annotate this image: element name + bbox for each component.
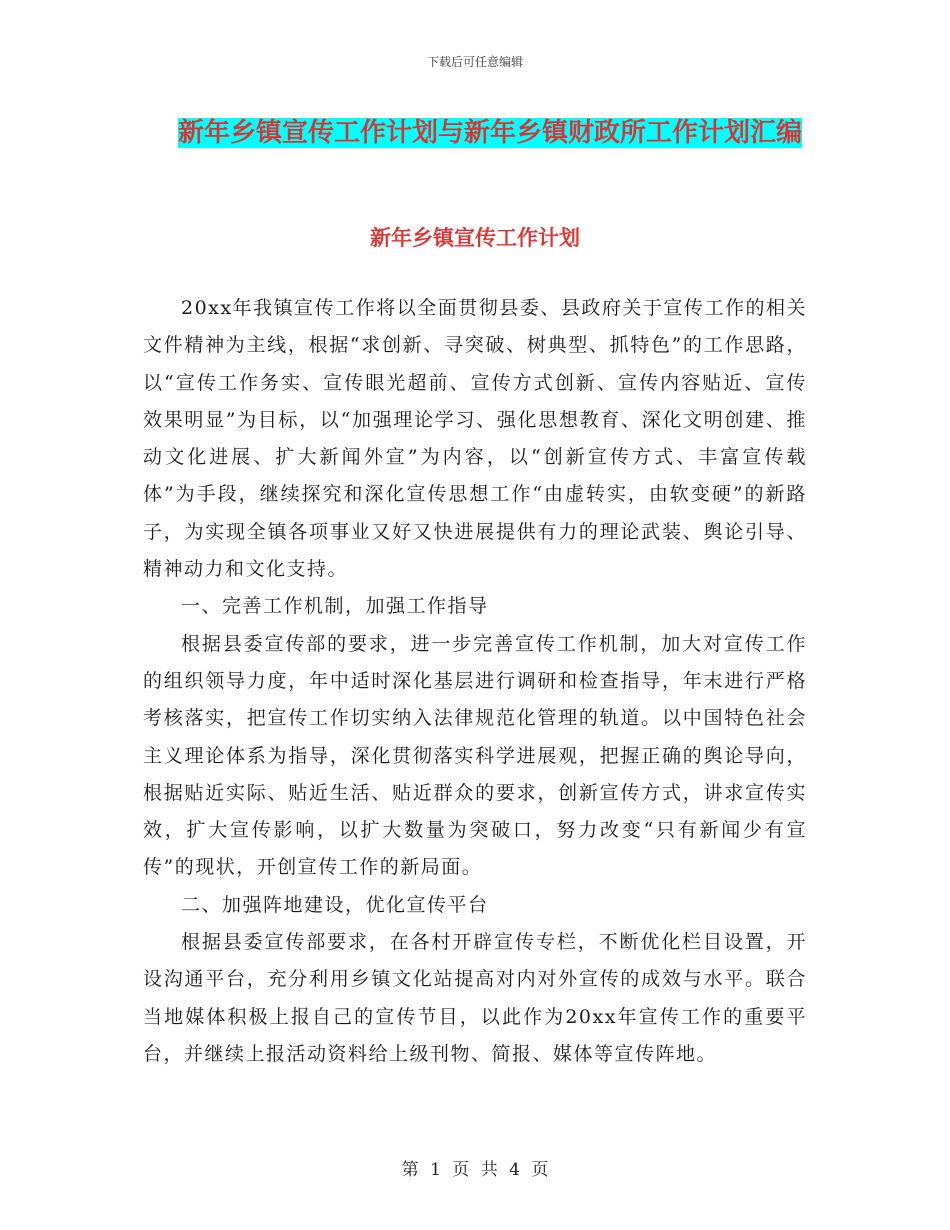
paragraph-intro: 20xx年我镇宣传工作将以全面贯彻县委、县政府关于宣传工作的相关文件精神为主线，根据“求创新、寻突破、树典型、抓特色”的工作思路，以“宣传工作务实、宣传眼光超前、宣传方式创新、宣传内容贴近、宣传效果明显”为目标，以“加强理论学习、强化思想教育、深化文明创建、推动文化进展、扩大新闻外宣”为内容，以“创新宣传方式、丰富宣传载体”为手段，继续探究和深化宣传思想工作“由虚转实，由软变硬”的新路子，为实现全镇各项事业又好又快进展提供有力的理论武装、舆论引导、精神动力和文化支持。 [143,297,807,581]
document-title-text: 新年乡镇宣传工作计划与新年乡镇财政所工作计划汇编 [177,118,802,148]
document-title [160,112,820,154]
paragraph-section-2: 根据县委宣传部要求，在各村开辟宣传专栏，不断优化栏目设置，开设沟通平台，充分利用乡镇文化站提高对内对外宣传的成效与水平。联合当地媒体积极上报自己的宣传节目，以此作为20xx年宣传工作的重要平台，并继续上报活动资料给上级刊物、简报、媒体等宣传阵地。 [143,931,807,1065]
paragraph-section-1: 根据县委宣传部的要求，进一步完善宣传工作机制，加大对宣传工作的组织领导力度，年中适时深化基层进行调研和检查指导，年末进行严格考核落实，把宣传工作切实纳入法律规范化管理的轨道。以中国特色社会主义理论体系为指导，深化贯彻落实科学进展观，把握正确的舆论导向，根据贴近实际、贴近生活、贴近群众的要求，创新宣传方式，讲求宣传实效，扩大宣传影响，以扩大数量为突破口，努力改变“只有新闻少有宣传”的现状，开创宣传工作的新局面。 [143,632,807,879]
heading-section-2: 二、加强阵地建设，优化宣传平台 [181,893,489,916]
page-header-note: 下载后可任意编辑 [426,55,523,69]
page-number-footer: 第 1 页 共 4 页 [401,1160,549,1180]
document-body [143,290,807,1073]
section-title: 新年乡镇宣传工作计划 [370,226,580,250]
heading-section-1: 一、完善工作机制，加强工作指导 [181,595,489,618]
